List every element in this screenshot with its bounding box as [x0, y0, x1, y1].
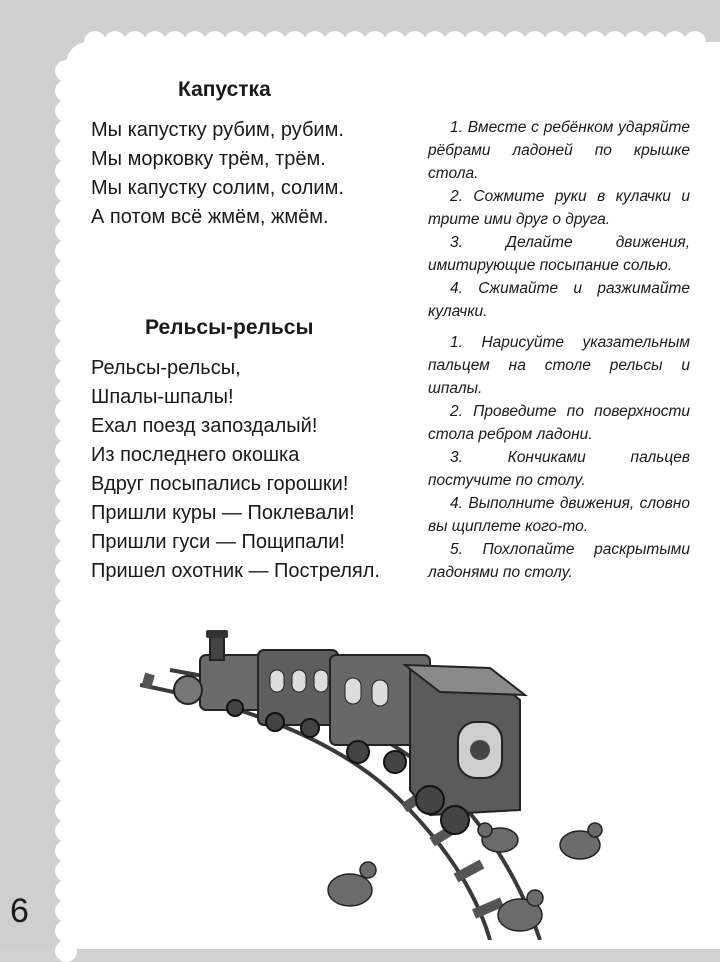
- poem-line: Пришли куры — Поклевали!: [91, 502, 355, 524]
- scallop-bump: [55, 100, 77, 122]
- scallop-bump: [55, 500, 77, 522]
- instruction-step: 4. Сжимайте и разжимайте кулачки.: [428, 280, 690, 320]
- scallop-bump: [55, 560, 77, 582]
- scallop-bump: [55, 680, 77, 702]
- scallop-bump: [55, 240, 77, 262]
- scallop-bump: [55, 940, 77, 962]
- page-number: 6: [10, 892, 29, 930]
- scallop-bump: [55, 700, 77, 722]
- scallop-bump: [504, 31, 526, 53]
- scallop-bump: [144, 31, 166, 53]
- scallop-bump: [644, 31, 666, 53]
- scallop-bump: [564, 31, 586, 53]
- scallop-bump: [55, 380, 77, 402]
- scallop-bump: [284, 31, 306, 53]
- scallop-bump: [55, 660, 77, 682]
- scallop-bump: [364, 31, 386, 53]
- scallop-bump: [55, 120, 77, 142]
- instruction-step: 3. Делайте движения, имитирующие посыпание солью.: [428, 234, 690, 274]
- scallop-bump: [55, 200, 77, 222]
- scallop-bump: [55, 140, 77, 162]
- scallop-bump: [55, 540, 77, 562]
- scallop-bump: [164, 31, 186, 53]
- scallop-bump: [304, 31, 326, 53]
- scallop-bump: [55, 600, 77, 622]
- scallop-bump: [55, 280, 77, 302]
- poem-line: Рельсы-рельсы,: [91, 357, 241, 379]
- scallop-bump: [464, 31, 486, 53]
- scallop-bump: [444, 31, 466, 53]
- scallop-bump: [55, 580, 77, 602]
- instruction-step: 1. Вместе с ребёнком ударяйте рёбрами ладоней по крышке стола.: [428, 119, 690, 182]
- scallop-bump: [404, 31, 426, 53]
- scallop-bump: [55, 840, 77, 862]
- scallop-bump: [55, 80, 77, 102]
- poem-line: Мы капустку солим, солим.: [91, 177, 344, 199]
- scallop-bump: [244, 31, 266, 53]
- scallop-bump: [55, 860, 77, 882]
- scallop-bump: [55, 760, 77, 782]
- instruction-step: 5. Похлопайте раскрытыми ладонями по столу.: [428, 541, 690, 581]
- instruction-step: 1. Нарисуйте указательным пальцем на столе рельсы и шпалы.: [428, 334, 690, 397]
- scallop-bump: [664, 31, 686, 53]
- poem-line: Пришел охотник — Пострелял.: [91, 560, 380, 582]
- scallop-bump: [584, 31, 606, 53]
- poem-title-kapustka: Капустка: [178, 78, 271, 101]
- poem-line: Пришли гуси — Пощипали!: [91, 531, 345, 553]
- scallop-bump: [55, 800, 77, 822]
- scallop-bump: [384, 31, 406, 53]
- scallop-bump: [324, 31, 346, 53]
- poem-title-relsy: Рельсы-рельсы: [145, 316, 314, 339]
- scallop-bump: [55, 640, 77, 662]
- poem-line: Вдруг посыпались горошки!: [91, 473, 349, 495]
- scallop-bump: [55, 440, 77, 462]
- scallop-bump: [55, 880, 77, 902]
- scallop-bump: [604, 31, 626, 53]
- poem-line: Мы капустку рубим, рубим.: [91, 119, 344, 141]
- scallop-bump: [124, 31, 146, 53]
- scallop-bump: [624, 31, 646, 53]
- scallop-bump: [55, 820, 77, 842]
- scallop-bump: [55, 60, 77, 82]
- scallop-bump: [55, 160, 77, 182]
- instructions-kapustka: [428, 116, 690, 323]
- scallop-bump: [55, 920, 77, 942]
- scallop-bump: [55, 620, 77, 642]
- instruction-step: 2. Сожмите руки в кулачки и трите ими друг о друга.: [428, 188, 690, 228]
- scallop-bump: [344, 31, 366, 53]
- poem-kapustka: [91, 116, 344, 232]
- scallop-bump: [204, 31, 226, 53]
- scallop-bump: [55, 260, 77, 282]
- scallop-bump: [184, 31, 206, 53]
- instruction-step: 3. Кончиками пальцев постучите по столу.: [428, 449, 690, 489]
- poem-line: Ехал поезд запоздалый!: [91, 415, 318, 437]
- scallop-bump: [544, 31, 566, 53]
- poem-line: Мы морковку трём, трём.: [91, 148, 326, 170]
- scallop-bump: [55, 460, 77, 482]
- train-graphic: [174, 630, 525, 834]
- scallop-bump: [524, 31, 546, 53]
- scallop-bump: [424, 31, 446, 53]
- scallop-bump: [55, 520, 77, 542]
- scallop-bump: [55, 480, 77, 502]
- scallop-bump: [55, 780, 77, 802]
- scallop-bump: [84, 31, 106, 53]
- instructions-relsy: [428, 331, 690, 584]
- instruction-step: 2. Проведите по поверхности стола ребром ладони.: [428, 403, 690, 443]
- scallop-bump: [55, 740, 77, 762]
- scallop-bump: [55, 300, 77, 322]
- scallop-bump: [55, 220, 77, 242]
- instruction-step: 4. Выполните движения, словно вы щиплете кого-то.: [428, 495, 690, 535]
- scallop-bump: [55, 900, 77, 922]
- train-illustration: [140, 630, 620, 940]
- poem-relsy: [91, 354, 380, 586]
- scallop-bump: [55, 400, 77, 422]
- scallop-bump: [55, 360, 77, 382]
- scallop-bump: [104, 31, 126, 53]
- scallop-bump: [55, 340, 77, 362]
- poem-line: А потом всё жмём, жмём.: [91, 206, 329, 228]
- poem-line: Из последнего окошка: [91, 444, 300, 466]
- poem-line: Шпалы-шпалы!: [91, 386, 234, 408]
- scallop-bump: [55, 720, 77, 742]
- scallop-bump: [55, 420, 77, 442]
- scallop-bump: [264, 31, 286, 53]
- scallop-bump: [224, 31, 246, 53]
- scallop-bump: [684, 31, 706, 53]
- scallop-bump: [55, 320, 77, 342]
- scallop-bump: [484, 31, 506, 53]
- scallop-bump: [55, 180, 77, 202]
